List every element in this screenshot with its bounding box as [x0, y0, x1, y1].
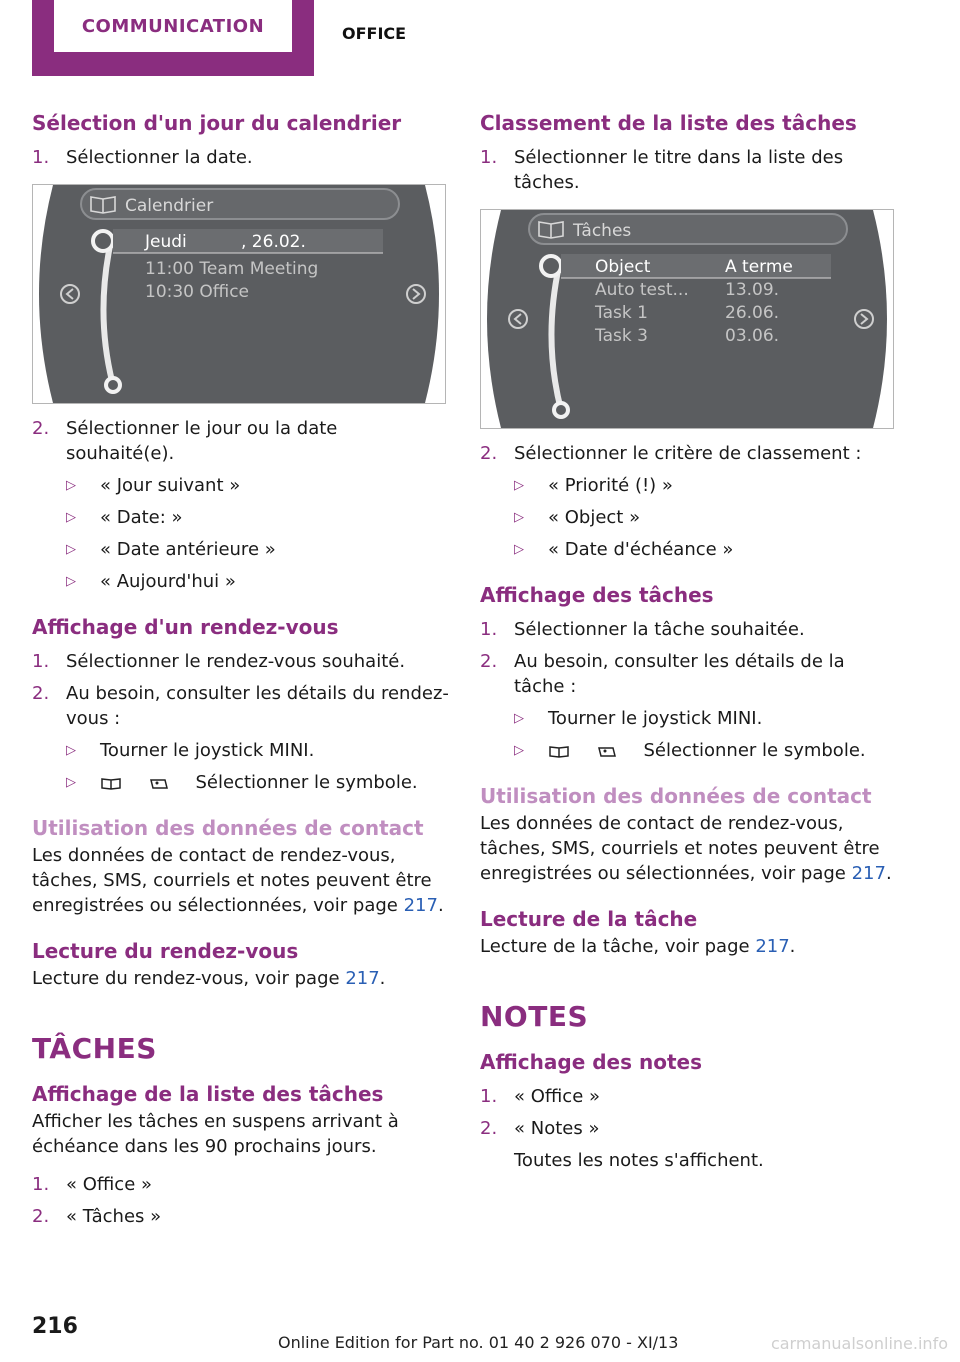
bullet-item: ▷ Tourner le joystick MINI.	[514, 708, 763, 729]
list-item: 2. Au besoin, consulter les détails de la tâche :	[480, 651, 845, 697]
screen-title: Calendrier	[125, 196, 214, 216]
left-column	[32, 108, 450, 1229]
selector-knob	[541, 256, 561, 276]
list-item: 1. « Office »	[480, 1086, 601, 1107]
bullet-item: ▷ Sélectionner le symbole.	[66, 772, 418, 793]
read-task-paragraph: Lecture de la tâche, voir page 217.	[480, 936, 796, 957]
page-number: 216	[32, 1314, 78, 1339]
list-item: 1. Sélectionner le rendez-vous souhaité.	[32, 651, 406, 672]
book-icon	[100, 776, 122, 790]
bullet-item: ▷ « Jour suivant »	[66, 475, 241, 496]
page-link[interactable]: 217	[851, 863, 886, 884]
bullet-item: ▷ « Date: »	[66, 507, 183, 528]
heading-contact-data: Utilisation des données de contact	[480, 784, 872, 808]
selector-knob	[93, 231, 113, 251]
edition-note: Online Edition for Part no. 01 40 2 926 070 - XI/13	[278, 1333, 679, 1352]
page-link[interactable]: 217	[345, 968, 380, 989]
chapter-tab-label: COMMUNICATION	[54, 0, 292, 52]
list-item: 1. Sélectionner la tâche souhaitée.	[480, 619, 805, 640]
svg-text:03.06.: 03.06.	[725, 326, 780, 346]
bullet-item: ▷ Sélectionner le symbole.	[514, 740, 866, 761]
bullet-item: ▷ « Date d'échéance »	[514, 539, 734, 560]
bullet-item: ▷ « Object »	[514, 507, 641, 528]
bullet-item: ▷ Tourner le joystick MINI.	[66, 740, 315, 761]
heading-notes: NOTES	[480, 1000, 589, 1033]
calendar-screenshot	[32, 184, 446, 404]
svg-text:, 26.02.: , 26.02.	[241, 232, 306, 252]
section-label: OFFICE	[342, 24, 407, 43]
list-item: 2. « Tâches »	[32, 1206, 162, 1227]
bullet-item: ▷ « Aujourd'hui »	[66, 571, 236, 592]
watermark: carmanualsonline.info	[770, 1334, 948, 1353]
contact-paragraph: Les données de contact de rendez-vous, tâches, SMS, courriels et notes peuvent être enregistrées ou sélectionnées, voir page 217.	[480, 813, 892, 884]
list-item: 1. Sélectionner le titre dans la liste des tâches.	[480, 147, 844, 193]
list-item: 1. « Office »	[32, 1174, 153, 1195]
contact-paragraph: Les données de contact de rendez-vous, tâches, SMS, courriels et notes peuvent être enregistrées ou sélectionnées, voir page 217.	[32, 845, 444, 916]
list-item: 1. Sélectionner la date.	[32, 147, 253, 168]
svg-text:Auto test...: Auto test...	[595, 280, 689, 300]
heading-sort-tasks: Classement de la liste des tâches	[480, 111, 857, 135]
heading-show-appointment: Affichage d'un rendez-vous	[32, 615, 339, 639]
tasks-screenshot	[480, 209, 894, 429]
list-item: 2. Sélectionner le critère de classement :	[480, 443, 862, 464]
tasks-display	[481, 210, 893, 428]
svg-text:Jeudi: Jeudi	[145, 232, 187, 252]
bullet-item: ▷ « Date antérieure »	[66, 539, 276, 560]
svg-text:Tâches: Tâches	[573, 221, 632, 241]
svg-text:26.06.: 26.06.	[725, 303, 780, 323]
heading-calendar-day: Sélection d'un jour du calendrier	[32, 111, 402, 135]
page-link[interactable]: 217	[755, 936, 790, 957]
svg-text:Object: Object	[595, 257, 651, 277]
calendar-display	[33, 185, 445, 403]
svg-text:Task 1: Task 1	[595, 303, 648, 323]
bullet-item: ▷ « Priorité (!) »	[514, 475, 673, 496]
heading-tasks: TÂCHES	[32, 1032, 157, 1065]
heading-show-tasks: Affichage des tâches	[480, 583, 714, 607]
contact-card-icon	[596, 744, 618, 758]
heading-task-list: Affichage de la liste des tâches	[32, 1082, 384, 1106]
svg-text:10:30 Office: 10:30 Office	[145, 282, 250, 302]
svg-text:13.09.: 13.09.	[725, 280, 780, 300]
heading-read-task: Lecture de la tâche	[480, 907, 698, 931]
svg-text:A terme: A terme	[725, 257, 793, 277]
heading-contact-data: Utilisation des données de contact	[32, 816, 424, 840]
heading-read-appointment: Lecture du rendez-vous	[32, 939, 299, 963]
list-item: 2. « Notes »	[480, 1118, 600, 1139]
list-item: 2. Au besoin, consulter les détails du rendez-vous :	[32, 683, 449, 729]
task-list-paragraph: Afficher les tâches en suspens arrivant à échéance dans les 90 prochains jours.	[32, 1111, 399, 1157]
contact-card-icon	[148, 776, 170, 790]
read-appointment-paragraph: Lecture du rendez-vous, voir page 217.	[32, 968, 386, 989]
chapter-tab	[32, 0, 314, 76]
notes-result: Toutes les notes s'affichent.	[514, 1150, 764, 1171]
page-link[interactable]: 217	[403, 895, 438, 916]
right-column	[480, 108, 898, 1173]
svg-text:Task 3: Task 3	[595, 326, 648, 346]
svg-text:11:00 Team Meeting: 11:00 Team Meeting	[145, 259, 319, 279]
book-icon	[548, 744, 570, 758]
list-item: 2. Sélectionner le jour ou la date souhaité(e).	[32, 418, 338, 464]
heading-show-notes: Affichage des notes	[480, 1050, 702, 1074]
